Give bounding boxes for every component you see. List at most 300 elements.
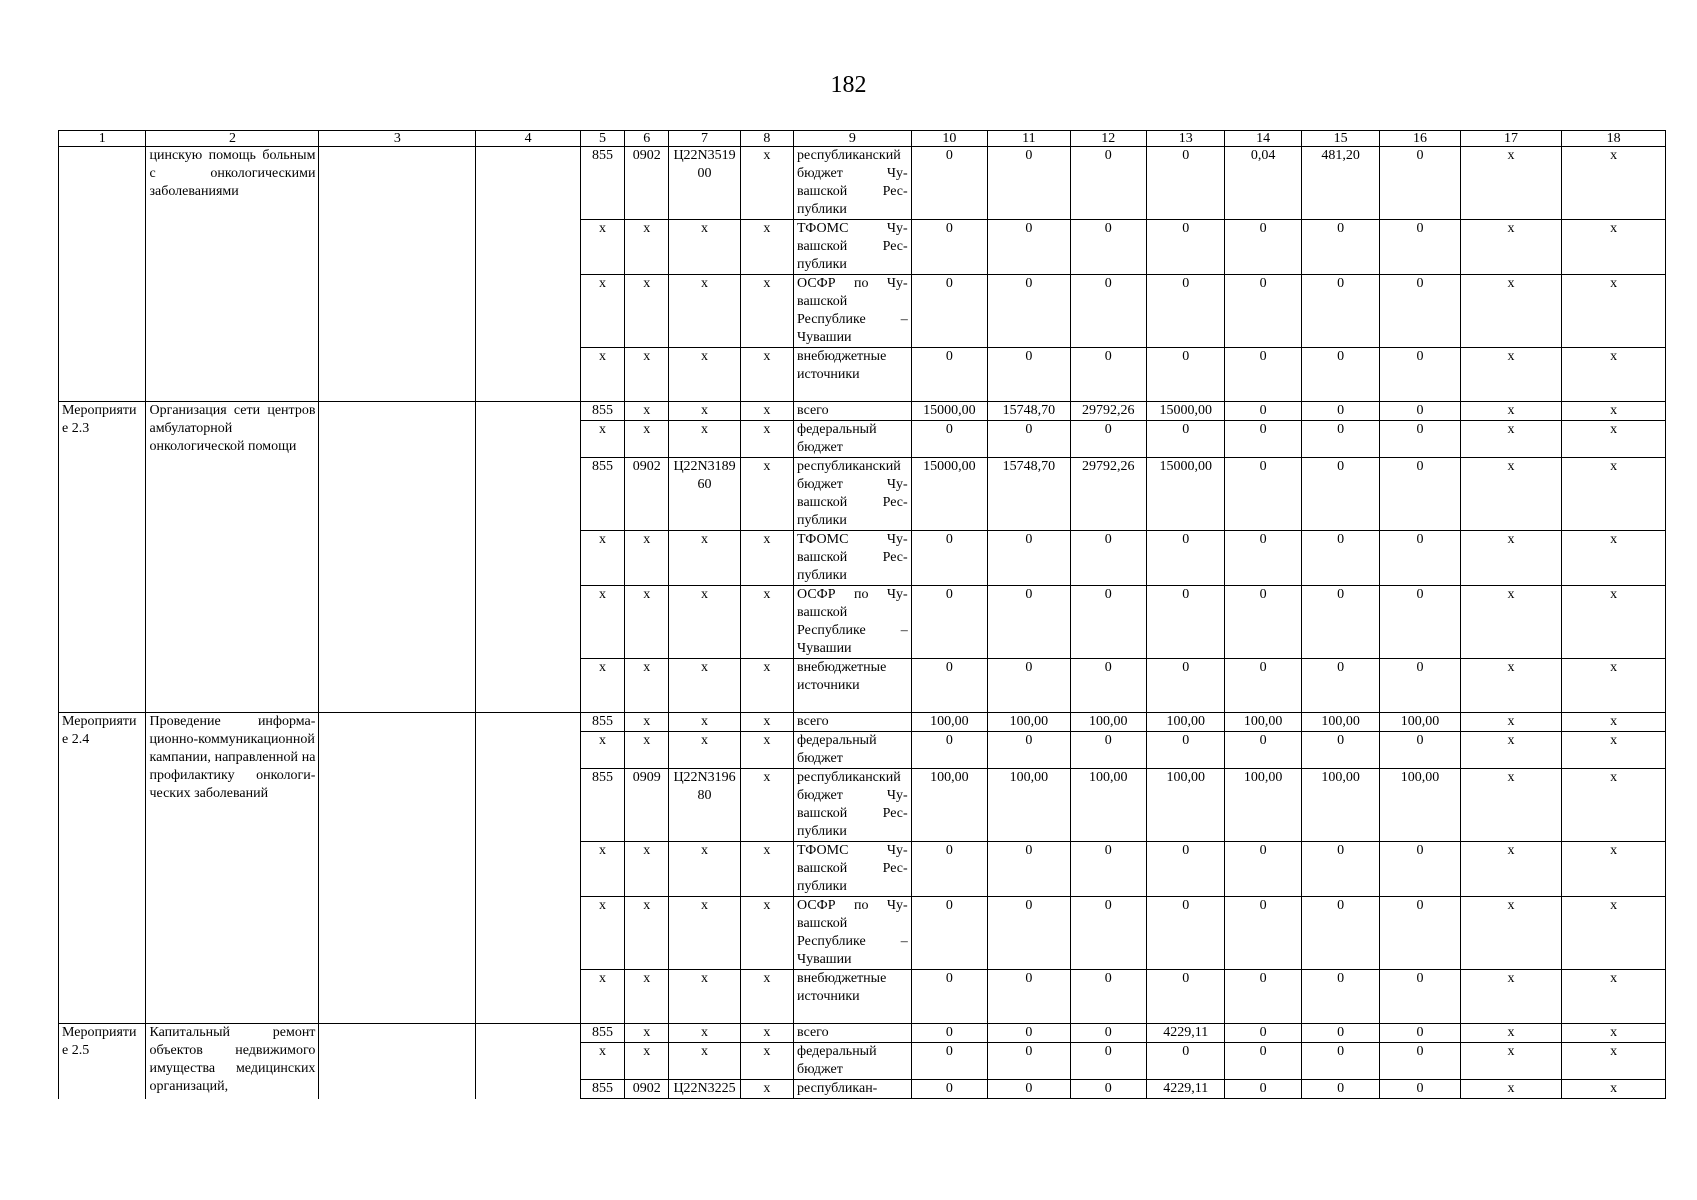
- value-col-15: 0: [1301, 586, 1379, 659]
- section-code: x: [625, 732, 669, 769]
- expense-type: x: [740, 458, 793, 531]
- value-col-15: 0: [1301, 348, 1379, 402]
- section-code: x: [625, 348, 669, 402]
- grbs-code: x: [580, 659, 624, 713]
- value-col-12: 0: [1070, 897, 1146, 970]
- column-number-12: 12: [1070, 131, 1146, 147]
- column-number-14: 14: [1225, 131, 1301, 147]
- value-col-16: 100,00: [1380, 769, 1460, 842]
- value-col-12: 0: [1070, 348, 1146, 402]
- responsible-cell: [319, 147, 476, 402]
- target-article: x: [669, 659, 740, 713]
- activity-code: Мероприятие 2.3: [59, 402, 146, 713]
- section-code: 0902: [625, 147, 669, 220]
- value-col-13: 100,00: [1147, 713, 1225, 732]
- target-article: x: [669, 713, 740, 732]
- value-col-11: 0: [988, 275, 1070, 348]
- value-col-15: 0: [1301, 402, 1379, 421]
- expense-type: x: [740, 897, 793, 970]
- section-code: 0902: [625, 1080, 669, 1099]
- funding-source: всего: [794, 713, 912, 732]
- expense-type: x: [740, 275, 793, 348]
- value-col-12: 100,00: [1070, 713, 1146, 732]
- activity-code: [59, 147, 146, 402]
- value-col-14: 0: [1225, 458, 1301, 531]
- target-article: x: [669, 275, 740, 348]
- grbs-code: x: [580, 586, 624, 659]
- value-col-18: x: [1562, 1024, 1666, 1043]
- value-col-11: 0: [988, 586, 1070, 659]
- value-col-17: x: [1460, 1080, 1562, 1099]
- value-col-13: 0: [1147, 586, 1225, 659]
- value-col-11: 0: [988, 970, 1070, 1024]
- value-col-12: 0: [1070, 421, 1146, 458]
- value-col-10: 0: [911, 531, 987, 586]
- value-col-16: 0: [1380, 970, 1460, 1024]
- table-body: [59, 131, 1666, 1099]
- section-code: x: [625, 842, 669, 897]
- value-col-14: 0,04: [1225, 147, 1301, 220]
- value-col-12: 0: [1070, 842, 1146, 897]
- value-col-18: x: [1562, 147, 1666, 220]
- column-number-11: 11: [988, 131, 1070, 147]
- funding-source: ТФОМС Чувашской Республики: [794, 842, 912, 897]
- expense-type: x: [740, 220, 793, 275]
- value-col-17: x: [1460, 421, 1562, 458]
- value-col-15: 0: [1301, 220, 1379, 275]
- funding-source: федеральный бюджет: [794, 421, 912, 458]
- value-col-18: x: [1562, 586, 1666, 659]
- value-col-14: 0: [1225, 732, 1301, 769]
- value-col-18: x: [1562, 769, 1666, 842]
- value-col-13: 0: [1147, 147, 1225, 220]
- section-code: x: [625, 531, 669, 586]
- target-article: Ц22N3225: [669, 1080, 740, 1099]
- column-number-4: 4: [476, 131, 581, 147]
- expense-type: x: [740, 421, 793, 458]
- value-col-13: 15000,00: [1147, 458, 1225, 531]
- grbs-code: 855: [580, 147, 624, 220]
- responsible-cell: [319, 713, 476, 1024]
- value-col-15: 100,00: [1301, 769, 1379, 842]
- value-col-11: 0: [988, 1024, 1070, 1043]
- activity-name: Организация сети центров амбулаторной онкологической помощи: [146, 402, 319, 713]
- value-col-17: x: [1460, 402, 1562, 421]
- value-col-15: 0: [1301, 659, 1379, 713]
- value-col-14: 0: [1225, 1024, 1301, 1043]
- target-article: x: [669, 402, 740, 421]
- funding-source: внебюджетные источники: [794, 348, 912, 402]
- grbs-code: 855: [580, 458, 624, 531]
- value-col-17: x: [1460, 769, 1562, 842]
- funding-source: внебюджетные источники: [794, 659, 912, 713]
- value-col-14: 100,00: [1225, 769, 1301, 842]
- funding-source: республиканский бюджет Чувашской Республики: [794, 147, 912, 220]
- grbs-code: 855: [580, 713, 624, 732]
- grbs-code: 855: [580, 769, 624, 842]
- value-col-13: 0: [1147, 897, 1225, 970]
- activity-name: Проведение информационно-коммуникационной кампании, направленной на профилактику онкологических заболеваний: [146, 713, 319, 1024]
- goal-cell: [476, 713, 581, 1024]
- value-col-14: 0: [1225, 531, 1301, 586]
- value-col-15: 0: [1301, 1043, 1379, 1080]
- value-col-16: 0: [1380, 1080, 1460, 1099]
- value-col-13: 0: [1147, 659, 1225, 713]
- value-col-13: 100,00: [1147, 769, 1225, 842]
- value-col-18: x: [1562, 842, 1666, 897]
- value-col-16: 0: [1380, 402, 1460, 421]
- value-col-10: 100,00: [911, 713, 987, 732]
- value-col-14: 0: [1225, 586, 1301, 659]
- value-col-10: 0: [911, 275, 987, 348]
- funding-source: ТФОМС Чувашской Республики: [794, 220, 912, 275]
- section-code: x: [625, 586, 669, 659]
- value-col-16: 0: [1380, 348, 1460, 402]
- expense-type: x: [740, 970, 793, 1024]
- value-col-11: 0: [988, 1043, 1070, 1080]
- grbs-code: x: [580, 531, 624, 586]
- section-code: x: [625, 713, 669, 732]
- column-number-2: 2: [146, 131, 319, 147]
- value-col-16: 0: [1380, 1024, 1460, 1043]
- table-row: [59, 713, 1666, 732]
- value-col-10: 0: [911, 897, 987, 970]
- value-col-14: 0: [1225, 842, 1301, 897]
- value-col-14: 0: [1225, 1043, 1301, 1080]
- funding-source: федеральный бюджет: [794, 1043, 912, 1080]
- grbs-code: x: [580, 421, 624, 458]
- value-col-10: 0: [911, 220, 987, 275]
- column-number-row: [59, 131, 1666, 147]
- section-code: x: [625, 897, 669, 970]
- value-col-17: x: [1460, 147, 1562, 220]
- column-number-7: 7: [669, 131, 740, 147]
- column-number-16: 16: [1380, 131, 1460, 147]
- value-col-16: 0: [1380, 732, 1460, 769]
- value-col-12: 0: [1070, 586, 1146, 659]
- value-col-16: 0: [1380, 897, 1460, 970]
- value-col-11: 0: [988, 147, 1070, 220]
- value-col-14: 0: [1225, 659, 1301, 713]
- value-col-14: 0: [1225, 970, 1301, 1024]
- value-col-10: 0: [911, 1080, 987, 1099]
- value-col-18: x: [1562, 402, 1666, 421]
- section-code: x: [625, 970, 669, 1024]
- grbs-code: x: [580, 1043, 624, 1080]
- value-col-13: 0: [1147, 348, 1225, 402]
- value-col-14: 0: [1225, 275, 1301, 348]
- value-col-15: 0: [1301, 732, 1379, 769]
- section-code: x: [625, 402, 669, 421]
- value-col-17: x: [1460, 659, 1562, 713]
- value-col-10: 0: [911, 1043, 987, 1080]
- value-col-13: 0: [1147, 220, 1225, 275]
- value-col-17: x: [1460, 732, 1562, 769]
- expense-type: x: [740, 531, 793, 586]
- funding-source: ТФОМС Чувашской Республики: [794, 531, 912, 586]
- value-col-18: x: [1562, 348, 1666, 402]
- value-col-13: 0: [1147, 275, 1225, 348]
- value-col-12: 29792,26: [1070, 402, 1146, 421]
- funding-source: республиканский бюджет Чувашской Республики: [794, 769, 912, 842]
- value-col-18: x: [1562, 713, 1666, 732]
- target-article: x: [669, 531, 740, 586]
- value-col-13: 0: [1147, 1043, 1225, 1080]
- activity-name: цинскую помощь больным с онкологическими заболеваниями: [146, 147, 319, 402]
- value-col-17: x: [1460, 220, 1562, 275]
- value-col-12: 0: [1070, 1080, 1146, 1099]
- table-row: [59, 147, 1666, 220]
- value-col-15: 0: [1301, 970, 1379, 1024]
- expense-type: x: [740, 586, 793, 659]
- section-code: x: [625, 421, 669, 458]
- expense-type: x: [740, 1080, 793, 1099]
- value-col-16: 0: [1380, 220, 1460, 275]
- value-col-14: 0: [1225, 897, 1301, 970]
- target-article: x: [669, 348, 740, 402]
- goal-cell: [476, 1024, 581, 1099]
- expense-type: x: [740, 402, 793, 421]
- column-number-1: 1: [59, 131, 146, 147]
- value-col-10: 0: [911, 348, 987, 402]
- funding-source: федеральный бюджет: [794, 732, 912, 769]
- value-col-16: 0: [1380, 531, 1460, 586]
- value-col-14: 0: [1225, 1080, 1301, 1099]
- value-col-12: 0: [1070, 659, 1146, 713]
- funding-source: республикан-: [794, 1080, 912, 1099]
- value-col-13: 4229,11: [1147, 1024, 1225, 1043]
- grbs-code: x: [580, 220, 624, 275]
- funding-source: ОСФР по Чувашской Республике – Чувашии: [794, 586, 912, 659]
- value-col-16: 100,00: [1380, 713, 1460, 732]
- value-col-13: 0: [1147, 842, 1225, 897]
- expense-type: x: [740, 732, 793, 769]
- value-col-13: 4229,11: [1147, 1080, 1225, 1099]
- responsible-cell: [319, 1024, 476, 1099]
- value-col-15: 0: [1301, 421, 1379, 458]
- value-col-12: 0: [1070, 970, 1146, 1024]
- expense-type: x: [740, 659, 793, 713]
- grbs-code: x: [580, 970, 624, 1024]
- value-col-17: x: [1460, 842, 1562, 897]
- expense-type: x: [740, 769, 793, 842]
- value-col-18: x: [1562, 458, 1666, 531]
- grbs-code: x: [580, 348, 624, 402]
- value-col-12: 0: [1070, 732, 1146, 769]
- value-col-18: x: [1562, 897, 1666, 970]
- value-col-12: 29792,26: [1070, 458, 1146, 531]
- value-col-14: 100,00: [1225, 713, 1301, 732]
- value-col-10: 0: [911, 1024, 987, 1043]
- page-number: 182: [830, 72, 867, 98]
- value-col-11: 0: [988, 659, 1070, 713]
- section-code: x: [625, 275, 669, 348]
- value-col-12: 0: [1070, 531, 1146, 586]
- section-code: 0902: [625, 458, 669, 531]
- grbs-code: x: [580, 842, 624, 897]
- value-col-17: x: [1460, 458, 1562, 531]
- value-col-18: x: [1562, 1043, 1666, 1080]
- funding-source: ОСФР по Чувашской Республике – Чувашии: [794, 275, 912, 348]
- target-article: x: [669, 897, 740, 970]
- target-article: x: [669, 586, 740, 659]
- expense-type: x: [740, 147, 793, 220]
- value-col-12: 0: [1070, 1024, 1146, 1043]
- target-article: Ц22N3189 60: [669, 458, 740, 531]
- value-col-17: x: [1460, 1043, 1562, 1080]
- value-col-11: 0: [988, 1080, 1070, 1099]
- responsible-cell: [319, 402, 476, 713]
- expense-type: x: [740, 1024, 793, 1043]
- target-article: x: [669, 842, 740, 897]
- value-col-10: 100,00: [911, 769, 987, 842]
- funding-source: всего: [794, 1024, 912, 1043]
- value-col-14: 0: [1225, 220, 1301, 275]
- value-col-17: x: [1460, 586, 1562, 659]
- value-col-14: 0: [1225, 402, 1301, 421]
- value-col-15: 0: [1301, 842, 1379, 897]
- value-col-12: 0: [1070, 275, 1146, 348]
- value-col-10: 15000,00: [911, 458, 987, 531]
- value-col-11: 15748,70: [988, 458, 1070, 531]
- value-col-11: 0: [988, 421, 1070, 458]
- value-col-12: 0: [1070, 1043, 1146, 1080]
- value-col-18: x: [1562, 659, 1666, 713]
- column-number-3: 3: [319, 131, 476, 147]
- target-article: Ц22N3519 00: [669, 147, 740, 220]
- section-code: x: [625, 220, 669, 275]
- value-col-14: 0: [1225, 348, 1301, 402]
- column-number-13: 13: [1147, 131, 1225, 147]
- value-col-14: 0: [1225, 421, 1301, 458]
- section-code: x: [625, 659, 669, 713]
- value-col-11: 0: [988, 531, 1070, 586]
- value-col-15: 0: [1301, 275, 1379, 348]
- value-col-13: 0: [1147, 421, 1225, 458]
- value-col-17: x: [1460, 713, 1562, 732]
- value-col-18: x: [1562, 1080, 1666, 1099]
- value-col-16: 0: [1380, 147, 1460, 220]
- target-article: Ц22N3196 80: [669, 769, 740, 842]
- value-col-11: 0: [988, 897, 1070, 970]
- column-number-17: 17: [1460, 131, 1562, 147]
- value-col-11: 100,00: [988, 769, 1070, 842]
- column-number-18: 18: [1562, 131, 1666, 147]
- goal-cell: [476, 147, 581, 402]
- grbs-code: 855: [580, 402, 624, 421]
- value-col-13: 0: [1147, 732, 1225, 769]
- expense-type: x: [740, 1043, 793, 1080]
- column-number-9: 9: [794, 131, 912, 147]
- column-number-6: 6: [625, 131, 669, 147]
- value-col-10: 0: [911, 421, 987, 458]
- value-col-16: 0: [1380, 421, 1460, 458]
- activity-name: Капитальный ремонт объектов недвижимого имущества медицинских организаций,: [146, 1024, 319, 1099]
- table-row: [59, 1024, 1666, 1043]
- grbs-code: x: [580, 275, 624, 348]
- value-col-16: 0: [1380, 842, 1460, 897]
- value-col-15: 0: [1301, 1080, 1379, 1099]
- value-col-17: x: [1460, 970, 1562, 1024]
- value-col-11: 0: [988, 842, 1070, 897]
- value-col-18: x: [1562, 220, 1666, 275]
- value-col-12: 100,00: [1070, 769, 1146, 842]
- column-number-8: 8: [740, 131, 793, 147]
- section-code: x: [625, 1024, 669, 1043]
- funding-source: ОСФР по Чувашской Республике – Чувашии: [794, 897, 912, 970]
- value-col-16: 0: [1380, 1043, 1460, 1080]
- value-col-17: x: [1460, 275, 1562, 348]
- target-article: x: [669, 1043, 740, 1080]
- value-col-11: 15748,70: [988, 402, 1070, 421]
- value-col-17: x: [1460, 1024, 1562, 1043]
- value-col-15: 481,20: [1301, 147, 1379, 220]
- value-col-16: 0: [1380, 659, 1460, 713]
- value-col-18: x: [1562, 531, 1666, 586]
- value-col-15: 100,00: [1301, 713, 1379, 732]
- grbs-code: 855: [580, 1024, 624, 1043]
- value-col-11: 0: [988, 348, 1070, 402]
- activity-code: Мероприятие 2.5: [59, 1024, 146, 1099]
- goal-cell: [476, 402, 581, 713]
- section-code: 0909: [625, 769, 669, 842]
- expense-type: x: [740, 842, 793, 897]
- expense-type: x: [740, 713, 793, 732]
- grbs-code: 855: [580, 1080, 624, 1099]
- target-article: x: [669, 1024, 740, 1043]
- value-col-16: 0: [1380, 275, 1460, 348]
- value-col-15: 0: [1301, 1024, 1379, 1043]
- value-col-11: 0: [988, 732, 1070, 769]
- budget-table: [58, 130, 1666, 1099]
- column-number-5: 5: [580, 131, 624, 147]
- value-col-10: 0: [911, 659, 987, 713]
- grbs-code: x: [580, 897, 624, 970]
- value-col-11: 0: [988, 220, 1070, 275]
- column-number-10: 10: [911, 131, 987, 147]
- value-col-16: 0: [1380, 458, 1460, 531]
- value-col-13: 0: [1147, 970, 1225, 1024]
- value-col-12: 0: [1070, 220, 1146, 275]
- value-col-10: 0: [911, 732, 987, 769]
- target-article: x: [669, 220, 740, 275]
- value-col-17: x: [1460, 348, 1562, 402]
- value-col-13: 15000,00: [1147, 402, 1225, 421]
- column-number-15: 15: [1301, 131, 1379, 147]
- grbs-code: x: [580, 732, 624, 769]
- value-col-18: x: [1562, 970, 1666, 1024]
- table-row: [59, 402, 1666, 421]
- target-article: x: [669, 421, 740, 458]
- funding-source: всего: [794, 402, 912, 421]
- value-col-17: x: [1460, 897, 1562, 970]
- value-col-10: 0: [911, 970, 987, 1024]
- expense-type: x: [740, 348, 793, 402]
- value-col-10: 0: [911, 586, 987, 659]
- value-col-16: 0: [1380, 586, 1460, 659]
- value-col-15: 0: [1301, 458, 1379, 531]
- value-col-15: 0: [1301, 897, 1379, 970]
- value-col-10: 0: [911, 147, 987, 220]
- value-col-12: 0: [1070, 147, 1146, 220]
- activity-code: Мероприятие 2.4: [59, 713, 146, 1024]
- target-article: x: [669, 970, 740, 1024]
- value-col-18: x: [1562, 732, 1666, 769]
- funding-source: внебюджетные источники: [794, 970, 912, 1024]
- funding-source: республиканский бюджет Чувашской Республики: [794, 458, 912, 531]
- value-col-11: 100,00: [988, 713, 1070, 732]
- value-col-18: x: [1562, 275, 1666, 348]
